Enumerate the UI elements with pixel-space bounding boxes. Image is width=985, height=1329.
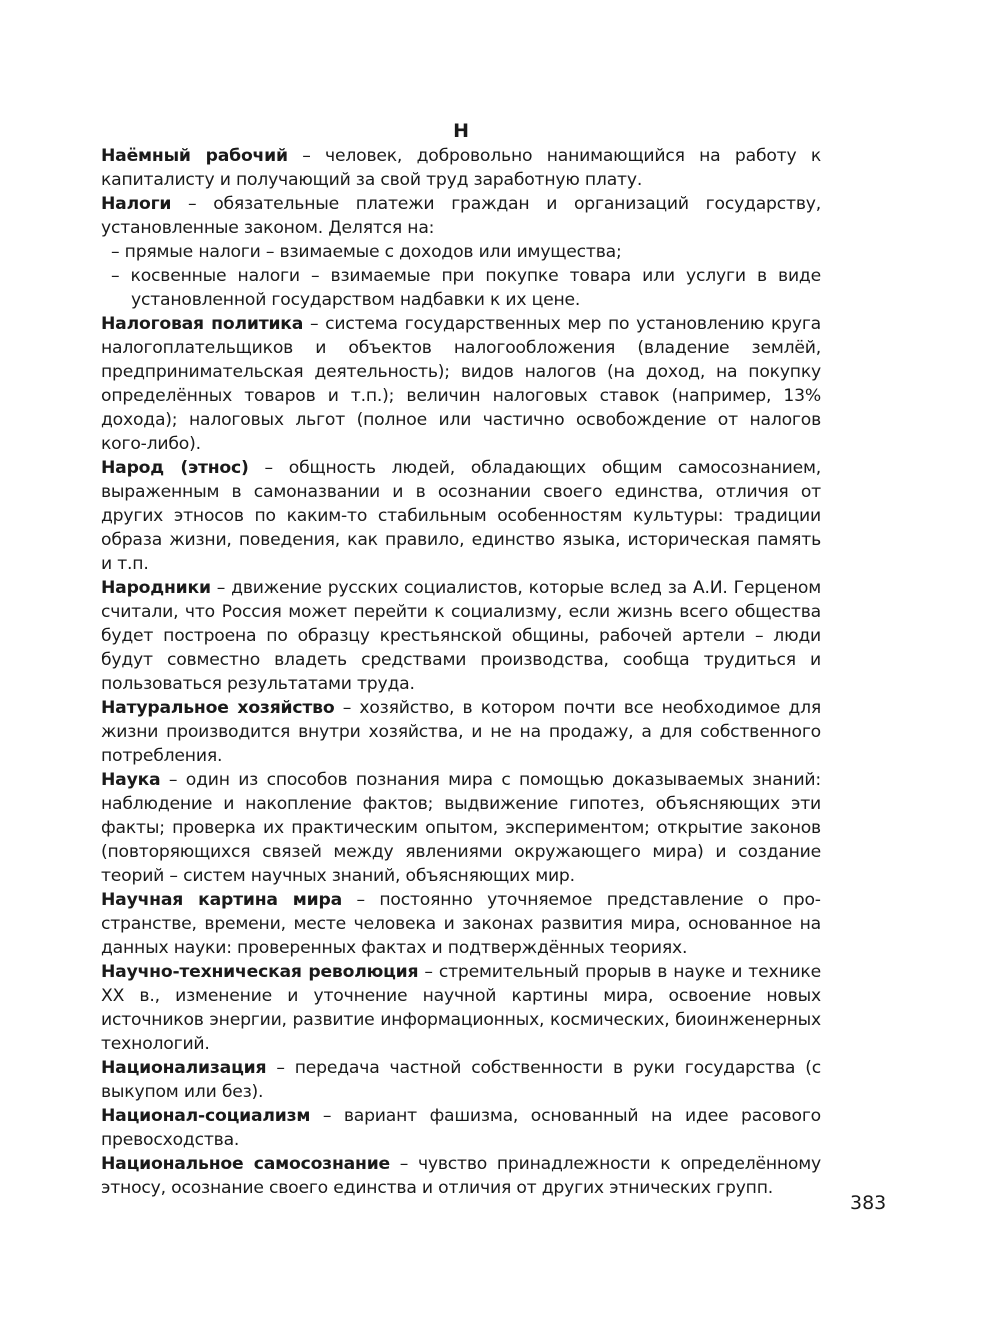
entry-definition: – общность людей, обладающих общим самосознанием, выраженным в самоназвании и в осознании своего единства, отличия от других этносов по каким-то стабильным особенностям культуры: традиции образа жизни, поведения, как правило, единство языка, историческая память и т.п.	[101, 458, 822, 574]
entry-term: Наёмный рабочий	[101, 146, 288, 166]
entry-term: Налоговая политика	[101, 314, 304, 334]
entry-hired-worker	[101, 144, 821, 192]
entry-national-socialism	[101, 1104, 821, 1152]
page-number: 383	[850, 1192, 887, 1214]
entry-definition: – обязательные платежи граждан и организаций государству, установленные законом. Делятся на:	[101, 194, 821, 238]
entry-term: Научная картина мира	[101, 890, 342, 910]
entry-tax-policy	[101, 312, 821, 456]
entry-science	[101, 768, 821, 888]
entry-definition: – вариант фашизма, основанный на идее расового превосходства.	[101, 1106, 821, 1150]
entry-definition: – постоянно уточняемое представление о пространстве, времени, месте человека и законах развития мира, основанное на данных науки: проверенных фактах и подтверждённых теориях.	[101, 890, 821, 958]
entry-sub-item: – прямые налоги – взимаемые с доходов или имущества;	[111, 242, 622, 262]
entry-definition: – система государственных мер по установлению круга налогоплательщиков и объектов налогообложения (владение землёй, предпринимательская деятельность); видов налогов (на доход, на покупку определённых товаров и т.п.); величин налоговых ставок (например, 13% дохода); налоговых льгот (полное или частично освобождение от налогов кого-либо).	[101, 314, 821, 454]
section-letter: Н	[453, 120, 469, 142]
entry-people-ethnos	[101, 456, 821, 576]
entry-narodniki	[101, 576, 821, 696]
entry-term: Национал-социализм	[101, 1106, 311, 1126]
entry-term: Налоги	[101, 194, 172, 214]
entry-definition: – стремительный прорыв в науке и технике XX в., изменение и уточнение научной картины мира, освоение новых источников энергии, развитие информационных, космических, биоинженерных технологий.	[101, 962, 821, 1054]
entry-term: Наука	[101, 770, 161, 790]
dictionary-page	[101, 118, 821, 1200]
entry-term: Натуральное хозяйство	[101, 698, 335, 718]
entry-natural-economy	[101, 696, 821, 768]
entry-definition: – хозяйство, в котором почти все необходимое для жизни производится внутри хозяйства, и не на продажу, а для собственного потребления.	[101, 698, 821, 766]
entry-definition: – один из способов познания мира с помощью доказываемых знаний: наблюдение и накопление фактов; выдвижение гипотез, объясняющих эти факты; проверка их практическим опытом, экспериментом; открытие законов (повторяющихся связей между явлениями окружающего мира) и создание теорий – систем научных знаний, объясняющих мир.	[101, 770, 821, 886]
entry-definition: – чувство принадлежности к определённому этносу, осознание своего единства и отличия от других этнических групп.	[101, 1154, 821, 1198]
entry-scientific-technical-revolution	[101, 960, 821, 1056]
entry-definition: – движение русских социалистов, которые вслед за А.И. Герценом считали, что Россия может перейти к социализму, если жизнь всего общества будет построена по образцу крестьянской общины, рабочей артели – люди будут совместно владеть средствами производства, сообща трудиться и пользоваться результатами труда.	[101, 578, 821, 694]
entry-term: Научно-техническая революция	[101, 962, 419, 982]
entry-term: Народники	[101, 578, 211, 598]
entry-definition: – человек, добровольно нанимающийся на работу к капиталисту и получающий за свой труд заработную плату.	[101, 146, 822, 190]
entry-term: Национализация	[101, 1058, 267, 1078]
entry-sub-item: – косвенные налоги – взимаемые при покупке товара или услуги в виде установленной государством надбавки к их цене.	[111, 266, 821, 310]
entry-definition: – передача частной собственности в руки государства (с выкупом или без).	[101, 1058, 821, 1102]
entry-taxes	[101, 192, 821, 240]
entry-scientific-worldview	[101, 888, 821, 960]
entry-nationalization	[101, 1056, 821, 1104]
entry-national-identity	[101, 1152, 821, 1200]
entry-term: Национальное самосознание	[101, 1154, 391, 1174]
entry-term: Народ (этнос)	[101, 458, 249, 478]
